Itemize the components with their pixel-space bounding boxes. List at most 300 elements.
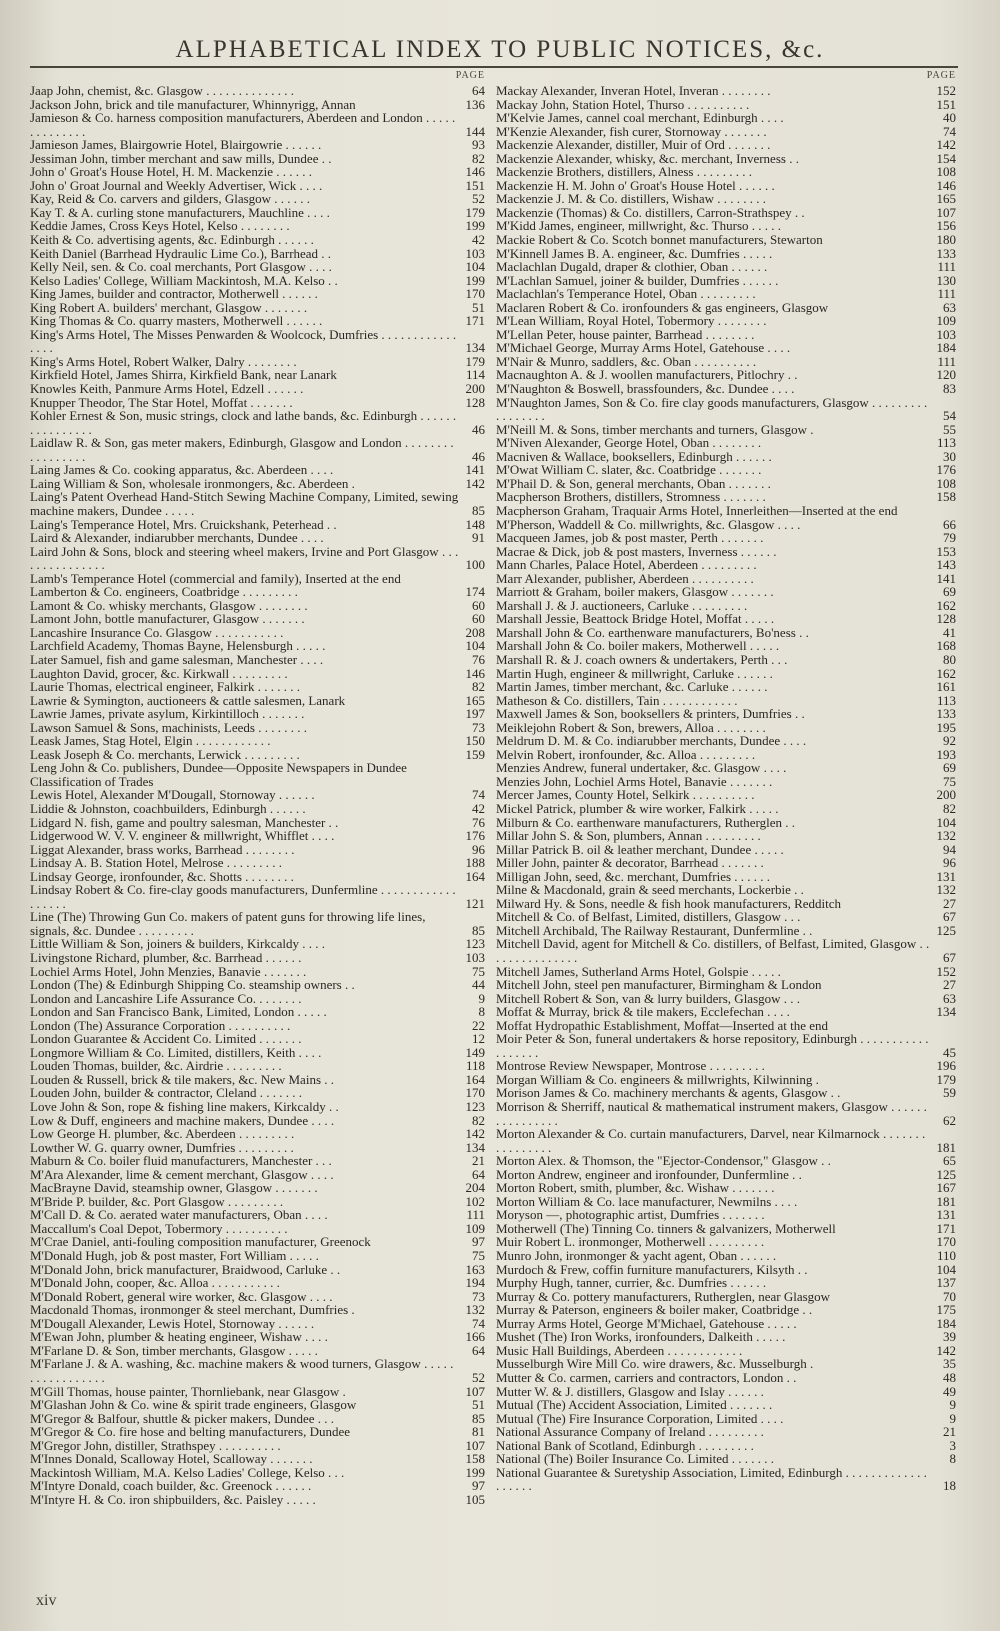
- entry-text: Menzies Andrew, funeral undertaker, &c. Glasgow . . . .: [496, 760, 787, 776]
- index-entry: [30, 409, 485, 436]
- index-entry: [496, 396, 956, 423]
- entry-text: Morrison & Sherriff, nautical & mathematical instrument makers, Glasgow . . . . . . . . . . . . . . . .: [496, 1099, 927, 1128]
- entry-text: Jamieson James, Blairgowrie Hotel, Blairgowrie . . . . . .: [30, 137, 322, 153]
- entry-page-number: 166: [465, 1329, 485, 1345]
- entry-text: Jaap John, chemist, &c. Glasgow . . . . . . . . . . . . . .: [30, 83, 294, 98]
- index-entry: [496, 721, 956, 735]
- index-entry: [30, 1141, 485, 1155]
- entry-text: Morison James & Co. machinery merchants & agents, Glasgow . .: [496, 1085, 841, 1101]
- entry-text: Mackenzie H. M. John o' Groat's House Hotel . . . . . .: [496, 177, 775, 193]
- entry-text: Louden Thomas, builder, &c. Airdrie . . . . . . . . .: [30, 1058, 282, 1074]
- entry-text: M'Donald Hugh, job & post master, Fort William . . . . .: [30, 1248, 319, 1264]
- entry-page-number: 70: [943, 1288, 956, 1304]
- entry-text: Mackie Robert & Co. Scotch bonnet manufacturers, Stewarton: [496, 232, 823, 248]
- index-entry: [30, 490, 485, 517]
- entry-text: M'Michael George, Murray Arms Hotel, Gatehouse . . . .: [496, 340, 791, 356]
- index-entry: [496, 233, 956, 247]
- entry-text: Kay, Reid & Co. carvers and gilders, Glasgow . . . . . .: [30, 191, 311, 207]
- entry-text: Mutter W. & J. distillers, Glasgow and Islay . . . . . .: [496, 1383, 764, 1399]
- index-entry: [30, 463, 485, 477]
- entry-text: Lindsay George, ironfounder, &c. Shotts . . . . . . . .: [30, 868, 294, 884]
- index-entry: [30, 829, 485, 843]
- index-entry: [30, 978, 485, 992]
- entry-page-number: 93: [472, 137, 485, 153]
- entry-page-number: 146: [936, 177, 956, 193]
- entry-text: Mutter & Co. carmen, carriers and contractors, London . .: [496, 1369, 797, 1385]
- index-entry: [496, 883, 956, 897]
- index-entry: [496, 1385, 956, 1399]
- entry-page-number: 48: [943, 1369, 956, 1385]
- entry-page-number: 51: [472, 299, 485, 315]
- entry-text: Liddie & Johnston, coachbuilders, Edinburgh . . . . . .: [30, 800, 306, 816]
- entry-page-number: 62: [943, 1112, 956, 1128]
- index-entry: [30, 301, 485, 315]
- index-entry: [30, 788, 485, 802]
- index-entry: [496, 992, 956, 1006]
- index-entry: [496, 572, 956, 586]
- index-entry: [496, 463, 956, 477]
- entry-text: Music Hall Buildings, Aberdeen . . . . . . . . . . . .: [496, 1342, 743, 1358]
- index-entry: [496, 1330, 956, 1344]
- entry-page-number: 45: [943, 1044, 956, 1060]
- entry-page-number: 159: [465, 746, 485, 762]
- right-entry-list: [496, 84, 956, 1493]
- index-entry: [30, 1168, 485, 1182]
- index-entry: [496, 1263, 956, 1277]
- entry-page-number: 82: [943, 800, 956, 816]
- entry-page-number: 111: [466, 1207, 485, 1223]
- entry-text: Marshall John & Co. earthenware manufacturers, Bo'ness . .: [496, 624, 809, 640]
- entry-page-number: 196: [936, 1058, 956, 1074]
- entry-page-number: 73: [472, 719, 485, 735]
- entry-page-number: 193: [936, 746, 956, 762]
- entry-text: Kelso Ladies' College, William Mackintosh, M.A. Kelso . .: [30, 272, 338, 288]
- entry-page-number: 134: [465, 1139, 485, 1155]
- index-entry: [496, 978, 956, 992]
- entry-text: Lamont John, bottle manufacturer, Glasgow . . . . . . .: [30, 611, 305, 627]
- index-entry: [30, 518, 485, 532]
- index-entry: [30, 802, 485, 816]
- entry-page-number: 108: [936, 164, 956, 180]
- index-entry: [30, 477, 485, 491]
- entry-text: Lidgerwood W. V. V. engineer & millwright, Whifflet . . . .: [30, 828, 335, 844]
- entry-page-number: 104: [465, 638, 485, 654]
- index-entry: [30, 531, 485, 545]
- entry-page-number: 146: [465, 665, 485, 681]
- entry-text: M'Gregor & Co. fire hose and belting manufacturers, Dundee: [30, 1424, 351, 1440]
- entry-text: Louden & Russell, brick & tile makers, &c. New Mains . .: [30, 1071, 335, 1087]
- entry-page-number: 85: [472, 502, 485, 518]
- entry-text: Mitchell John, steel pen manufacturer, Birmingham & London: [496, 977, 822, 993]
- entry-page-number: 200: [465, 381, 485, 397]
- entry-page-number: 188: [465, 855, 485, 871]
- page-column-label-left: PAGE: [455, 70, 485, 81]
- entry-text: Motherwell (The) Tinning Co. tinners & galvanizers, Motherwell: [496, 1220, 836, 1236]
- entry-page-number: 158: [936, 489, 956, 505]
- entry-text: M'Gregor John, distiller, Strathspey . . . . . . . . . .: [30, 1437, 281, 1453]
- index-entry: [30, 1005, 485, 1019]
- entry-text: M'Kenzie Alexander, fish curer, Stornoway . . . . . . .: [496, 123, 767, 139]
- entry-page-number: 3: [949, 1437, 956, 1453]
- index-entry: [30, 1317, 485, 1331]
- entry-text: Marshall R. & J. coach owners & undertakers, Perth . . .: [496, 651, 788, 667]
- entry-text: Murphy Hugh, tanner, currier, &c. Dumfries . . . . . .: [496, 1275, 767, 1291]
- index-entry: [496, 206, 956, 220]
- index-entry: [496, 1344, 956, 1358]
- entry-text: Macnaughton A. & J. woollen manufacturers, Pitlochry . .: [496, 367, 798, 383]
- index-entry: [30, 98, 485, 112]
- entry-page-number: 49: [943, 1383, 956, 1399]
- entry-page-number: 154: [936, 150, 956, 166]
- entry-text: Morton Alex. & Thomson, the "Ejector-Condensor," Glasgow . .: [496, 1153, 831, 1169]
- entry-text: Mackenzie (Thomas) & Co. distillers, Carron-Strathspey . .: [496, 204, 805, 220]
- entry-text: Lamberton & Co. engineers, Coatbridge . . . . . . . . .: [30, 584, 298, 600]
- index-entry: [496, 1290, 956, 1304]
- index-entry: [496, 1086, 956, 1100]
- entry-page-number: 152: [936, 963, 956, 979]
- entry-text: Lindsay Robert & Co. fire-clay goods manufacturers, Dunfermline . . . . . . . . . . . . . . . . . .: [30, 882, 456, 911]
- entry-text: Mackenzie Alexander, distiller, Muir of Ord . . . . . . .: [496, 137, 771, 153]
- index-entry: [30, 1263, 485, 1277]
- entry-text: Morton William & Co. lace manufacturer, Newmilns . . . .: [496, 1193, 798, 1209]
- entry-text: Marr Alexander, publisher, Aberdeen . . . . . . . . . .: [496, 570, 754, 586]
- entry-text: Mackay Alexander, Inveran Hotel, Inveran . . . . . . . .: [496, 83, 771, 98]
- entry-page-number: 52: [472, 191, 485, 207]
- entry-text: M'Donald John, cooper, &c. Alloa . . . . . . . . . . .: [30, 1275, 280, 1291]
- index-entry: [496, 1439, 956, 1453]
- index-entry: [496, 667, 956, 681]
- entry-page-number: 85: [472, 1410, 485, 1426]
- entry-page-number: 161: [936, 679, 956, 695]
- entry-text: Laing William & Son, wholesale ironmongers, &c. Aberdeen .: [30, 475, 355, 491]
- entry-page-number: 22: [472, 1017, 485, 1033]
- index-entry: [496, 545, 956, 559]
- entry-text: Mackintosh William, M.A. Kelso Ladies' College, Kelso . . .: [30, 1464, 345, 1480]
- entry-text: Millar John S. & Son, plumbers, Annan . . . . . . . . .: [496, 828, 761, 844]
- index-entry: [496, 612, 956, 626]
- entry-page-number: 73: [472, 1288, 485, 1304]
- entry-text: Love John & Son, rope & fishing line makers, Kirkcaldy . .: [30, 1099, 339, 1115]
- entry-page-number: 9: [949, 1410, 956, 1426]
- index-entry: [496, 694, 956, 708]
- entry-page-number: 148: [465, 516, 485, 532]
- entry-page-number: 176: [465, 828, 485, 844]
- index-entry: [30, 1425, 485, 1439]
- entry-page-number: 171: [936, 1220, 956, 1236]
- entry-text: Keith & Co. advertising agents, &c. Edinburgh . . . . . .: [30, 232, 314, 248]
- index-entry: [30, 192, 485, 206]
- entry-text: M'Gregor & Balfour, shuttle & picker makers, Dundee . . .: [30, 1410, 334, 1426]
- entry-page-number: 100: [465, 557, 485, 573]
- entry-text: Lawrie & Symington, auctioneers & cattle salesmen, Lanark: [30, 692, 346, 708]
- entry-page-number: 109: [936, 313, 956, 329]
- entry-text: London (The) Assurance Corporation . . . . . . . . . .: [30, 1017, 291, 1033]
- entry-text: M'Bride P. builder, &c. Port Glasgow . . . . . . . . .: [30, 1193, 284, 1209]
- entry-page-number: 82: [472, 150, 485, 166]
- index-entry: [496, 653, 956, 667]
- index-entry: [496, 247, 956, 261]
- entry-page-number: 132: [936, 828, 956, 844]
- entry-page-number: 114: [465, 367, 485, 383]
- entry-text: Mackay John, Station Hotel, Thurso . . . . . . . . . .: [496, 96, 750, 112]
- entry-page-number: 170: [465, 1085, 485, 1101]
- entry-page-number: 40: [943, 110, 956, 126]
- entry-page-number: 104: [936, 1261, 956, 1277]
- entry-page-number: 74: [472, 787, 485, 803]
- entry-page-number: 123: [465, 936, 485, 952]
- entry-page-number: 82: [472, 1112, 485, 1128]
- entry-text: Laing's Temperance Hotel, Mrs. Cruickshank, Peterhead . .: [30, 516, 337, 532]
- entry-page-number: 146: [465, 164, 485, 180]
- entry-text: Murray Arms Hotel, George M'Michael, Gatehouse . . . . .: [496, 1315, 797, 1331]
- index-entry: [30, 612, 485, 626]
- entry-text: Mutual (The) Accident Association, Limited . . . . . . .: [496, 1397, 773, 1413]
- entry-text: Milne & Macdonald, grain & seed merchants, Lockerbie . .: [496, 882, 804, 898]
- index-entry: [30, 314, 485, 328]
- entry-text: Kelly Neil, sen. & Co. coal merchants, Port Glasgow . . . .: [30, 259, 332, 275]
- index-entry: [30, 1195, 485, 1209]
- entry-page-number: 44: [472, 977, 485, 993]
- index-entry: [30, 1114, 485, 1128]
- index-entry: [496, 301, 956, 315]
- entry-text: M'Farlane D. & Son, timber merchants, Glasgow . . . . .: [30, 1342, 318, 1358]
- entry-page-number: 167: [936, 1180, 956, 1196]
- index-entry: [30, 1357, 485, 1384]
- index-entry: [496, 775, 956, 789]
- index-entry: [30, 1073, 485, 1087]
- entry-page-number: 195: [936, 719, 956, 735]
- entry-text: M'Ewan John, plumber & heating engineer, Wishaw . . . .: [30, 1329, 328, 1345]
- entry-page-number: 158: [465, 1451, 485, 1467]
- entry-text: Meldrum D. M. & Co. indiarubber merchants, Dundee . . . .: [496, 733, 807, 749]
- entry-page-number: 144: [465, 123, 485, 139]
- entry-text: M'Naughton James, Son & Co. fire clay goods manufacturers, Glasgow . . . . . . . . . . . . . . . . .: [496, 394, 928, 424]
- entry-text: Kay T. & A. curling stone manufacturers, Mauchline . . . .: [30, 204, 330, 220]
- entry-page-number: 30: [943, 448, 956, 464]
- entry-page-number: 12: [472, 1031, 485, 1047]
- entry-page-number: 8: [478, 1004, 485, 1020]
- entry-page-number: 141: [936, 570, 956, 586]
- index-entry: [496, 1249, 956, 1263]
- entry-text: Kirkfield Hotel, James Shirra, Kirkfield Bank, near Lanark: [30, 367, 337, 383]
- entry-text: Menzies John, Lochiel Arms Hotel, Banavie . . . . . . .: [496, 773, 773, 789]
- entry-text: Macdonald Thomas, ironmonger & steel merchant, Dumfries .: [30, 1302, 355, 1318]
- index-entry: [496, 1059, 956, 1073]
- entry-text: Mitchell Robert & Son, van & lurry builders, Glasgow . . .: [496, 990, 801, 1006]
- entry-text: Mitchell & Co. of Belfast, Limited, distillers, Glasgow . . .: [496, 909, 801, 925]
- entry-page-number: 96: [472, 841, 485, 857]
- index-entry: [30, 1344, 485, 1358]
- index-entry: [30, 1208, 485, 1222]
- entry-text: Martin Hugh, engineer & millwright, Carluke . . . . . .: [496, 665, 773, 681]
- index-entry: [496, 761, 956, 775]
- entry-text: Mitchell Archibald, The Railway Restaurant, Dunfermline . .: [496, 922, 813, 938]
- index-entry: [30, 1290, 485, 1304]
- index-entry: [30, 856, 485, 870]
- entry-text: Morgan William & Co. engineers & millwrights, Kilwinning .: [496, 1071, 819, 1087]
- entry-page-number: 130: [936, 272, 956, 288]
- entry-text: Mitchell James, Sutherland Arms Hotel, Golspie . . . . .: [496, 963, 781, 979]
- entry-page-number: 107: [465, 1437, 485, 1453]
- entry-page-number: 67: [943, 909, 956, 925]
- entry-page-number: 27: [943, 895, 956, 911]
- index-entry: [496, 152, 956, 166]
- entry-text: Laidlaw R. & Son, gas meter makers, Edinburgh, Glasgow and London . . . . . . . . . . . . . . . . .: [30, 435, 454, 464]
- index-entry: [30, 1466, 485, 1480]
- entry-page-number: 131: [936, 868, 956, 884]
- index-entry: [30, 1100, 485, 1114]
- entry-text: Murray & Paterson, engineers & boiler maker, Coatbridge . .: [496, 1302, 813, 1318]
- entry-text: Melvin Robert, ironfounder, &c. Alloa . . . . . . . . .: [496, 746, 756, 762]
- entry-page-number: 179: [465, 204, 485, 220]
- index-entry: [30, 233, 485, 247]
- entry-page-number: 85: [472, 922, 485, 938]
- entry-text: M'Donald Robert, general wire worker, &c. Glasgow . . . .: [30, 1288, 333, 1304]
- entry-page-number: 81: [472, 1424, 485, 1440]
- entry-text: Mercer James, County Hotel, Selkirk . . . . . . . . . .: [496, 787, 755, 803]
- entry-page-number: 82: [472, 679, 485, 695]
- entry-page-number: 165: [465, 692, 485, 708]
- index-entry: [30, 843, 485, 857]
- entry-text: Liggat Alexander, brass works, Barrhead . . . . . . . .: [30, 841, 295, 857]
- entry-text: Longmore William & Co. Limited, distillers, Keith . . . .: [30, 1044, 322, 1060]
- entry-page-number: 103: [936, 326, 956, 342]
- entry-text: M'Innes Donald, Scalloway Hotel, Scalloway . . . . . . .: [30, 1451, 313, 1467]
- index-entry: [30, 436, 485, 463]
- entry-page-number: 107: [465, 1383, 485, 1399]
- index-entry: [30, 260, 485, 274]
- entry-page-number: 67: [943, 950, 956, 965]
- entry-page-number: 8: [949, 1451, 956, 1467]
- entry-page-number: 113: [936, 435, 956, 451]
- entry-page-number: 164: [465, 1071, 485, 1087]
- entry-text: King's Arms Hotel, Robert Walker, Dalry . . . . . . . .: [30, 353, 297, 369]
- entry-text: M'Phail D. & Son, general merchants, Oban . . . . . . .: [496, 475, 771, 491]
- entry-page-number: 59: [943, 1085, 956, 1101]
- entry-text: Lindsay A. B. Station Hotel, Melrose . . . . . . . . .: [30, 855, 283, 871]
- entry-page-number: 151: [465, 177, 485, 193]
- index-entry: [496, 287, 956, 301]
- index-entry: [30, 667, 485, 681]
- entry-text: King's Arms Hotel, The Misses Penwarden & Woolcock, Dumfries . . . . . . . . . . . . . . . .: [30, 326, 457, 356]
- entry-page-number: 79: [943, 530, 956, 546]
- index-entry: [496, 788, 956, 802]
- index-entry: [496, 639, 956, 653]
- index-entry: [30, 951, 485, 965]
- entry-page-number: 60: [472, 597, 485, 613]
- entry-text: M'Kidd James, engineer, millwright, &c. Thurso . . . . .: [496, 218, 782, 234]
- entry-page-number: 76: [472, 814, 485, 830]
- index-entry: [496, 1466, 956, 1493]
- entry-text: Millar Patrick B. oil & leather merchant, Dundee . . . . .: [496, 841, 784, 857]
- entry-page-number: 199: [465, 218, 485, 234]
- entry-text: Milligan John, seed, &c. merchant, Dumfries . . . . . .: [496, 868, 771, 884]
- index-entry: [30, 816, 485, 830]
- entry-page-number: 184: [936, 340, 956, 356]
- entry-text: London (The) & Edinburgh Shipping Co. steamship owners . .: [30, 977, 355, 993]
- entry-text: Leask James, Stag Hotel, Elgin . . . . . . . . . . . .: [30, 733, 271, 749]
- entry-page-number: 179: [936, 1071, 956, 1087]
- entry-text: Marriott & Graham, boiler makers, Glasgow . . . . . . .: [496, 584, 774, 600]
- entry-text: Laing James & Co. cooking apparatus, &c. Aberdeen . . . .: [30, 462, 334, 478]
- entry-page-number: 113: [936, 692, 956, 708]
- page-title: ALPHABETICAL INDEX TO PUBLIC NOTICES, &c.: [175, 36, 825, 63]
- index-entry: [30, 328, 485, 355]
- index-entry: [30, 1046, 485, 1060]
- index-entry: [496, 490, 956, 504]
- index-entry: [30, 1181, 485, 1195]
- index-entry: [30, 761, 485, 788]
- entry-text: Murdoch & Frew, coffin furniture manufacturers, Kilsyth . .: [496, 1261, 808, 1277]
- index-entry: [30, 639, 485, 653]
- entry-page-number: 65: [943, 1153, 956, 1169]
- entry-page-number: 136: [465, 96, 485, 112]
- entry-text: John o' Groat Journal and Weekly Advertiser, Wick . . . .: [30, 177, 323, 193]
- entry-text: Jessiman John, timber merchant and saw mills, Dundee . .: [30, 150, 332, 166]
- index-entry: [496, 1412, 956, 1426]
- page-folio: xiv: [36, 1592, 57, 1609]
- index-entry: [30, 626, 485, 640]
- index-entry: [30, 694, 485, 708]
- entry-text: M'Call D. & Co. aerated water manufacturers, Oban . . . .: [30, 1207, 328, 1223]
- entry-text: Lowther W. G. quarry owner, Dumfries . . . . . . . . .: [30, 1139, 294, 1155]
- entry-text: M'Kelvie James, cannel coal merchant, Edinburgh . . . .: [496, 110, 784, 126]
- entry-text: M'Pherson, Waddell & Co. millwrights, &c. Glasgow . . . .: [496, 516, 801, 532]
- entry-page-number: 143: [936, 557, 956, 573]
- index-entry: [496, 1303, 956, 1317]
- entry-page-number: 197: [465, 706, 485, 722]
- entry-page-number: 180: [936, 232, 956, 248]
- index-entry: [496, 1181, 956, 1195]
- entry-text: Little William & Son, joiners & builders, Kirkcaldy . . . .: [30, 936, 325, 952]
- index-entry: [30, 910, 485, 937]
- index-entry: [30, 680, 485, 694]
- index-entry: [496, 1222, 956, 1236]
- index-entry: [30, 1303, 485, 1317]
- entry-page-number: 51: [472, 1397, 485, 1413]
- entry-page-number: 46: [472, 421, 485, 437]
- index-entry: [30, 1086, 485, 1100]
- entry-page-number: 128: [465, 394, 485, 410]
- entry-text: Lamont & Co. whisky merchants, Glasgow . . . . . . . .: [30, 597, 308, 613]
- entry-text: Laird & Alexander, indiarubber merchants, Dundee . . . .: [30, 530, 324, 546]
- index-entry: [496, 531, 956, 545]
- entry-text: M'Lellan Peter, house painter, Barrhead . . . . . . . .: [496, 326, 755, 342]
- index-entry: [30, 1235, 485, 1249]
- index-entry: [30, 599, 485, 613]
- entry-text: M'Donald John, brick manufacturer, Braidwood, Carluke . .: [30, 1261, 341, 1277]
- index-entry: [496, 1371, 956, 1385]
- entry-text: Musselburgh Wire Mill Co. wire drawers, &c. Musselburgh .: [496, 1356, 814, 1372]
- index-entry: [496, 518, 956, 532]
- entry-text: Mutual (The) Fire Insurance Corporation, Limited . . . .: [496, 1410, 784, 1426]
- index-entry: [30, 883, 485, 910]
- entry-text: Macpherson Graham, Traquair Arms Hotel, Innerleithen—Inserted at the end: [496, 502, 898, 518]
- entry-text: Macrae & Dick, job & post masters, Inverness . . . . . .: [496, 543, 777, 559]
- entry-page-number: 60: [472, 611, 485, 627]
- entry-page-number: 75: [472, 963, 485, 979]
- index-entry: [496, 680, 956, 694]
- index-entry: [30, 1493, 485, 1507]
- index-entry: [496, 368, 956, 382]
- entry-page-number: 168: [936, 638, 956, 654]
- entry-text: Leask Joseph & Co. merchants, Lerwick . . . . . . . . .: [30, 746, 300, 762]
- entry-page-number: 128: [936, 611, 956, 627]
- entry-page-number: 123: [465, 1099, 485, 1115]
- entry-page-number: 120: [936, 367, 956, 383]
- entry-page-number: 134: [936, 1004, 956, 1020]
- index-entry: [30, 721, 485, 735]
